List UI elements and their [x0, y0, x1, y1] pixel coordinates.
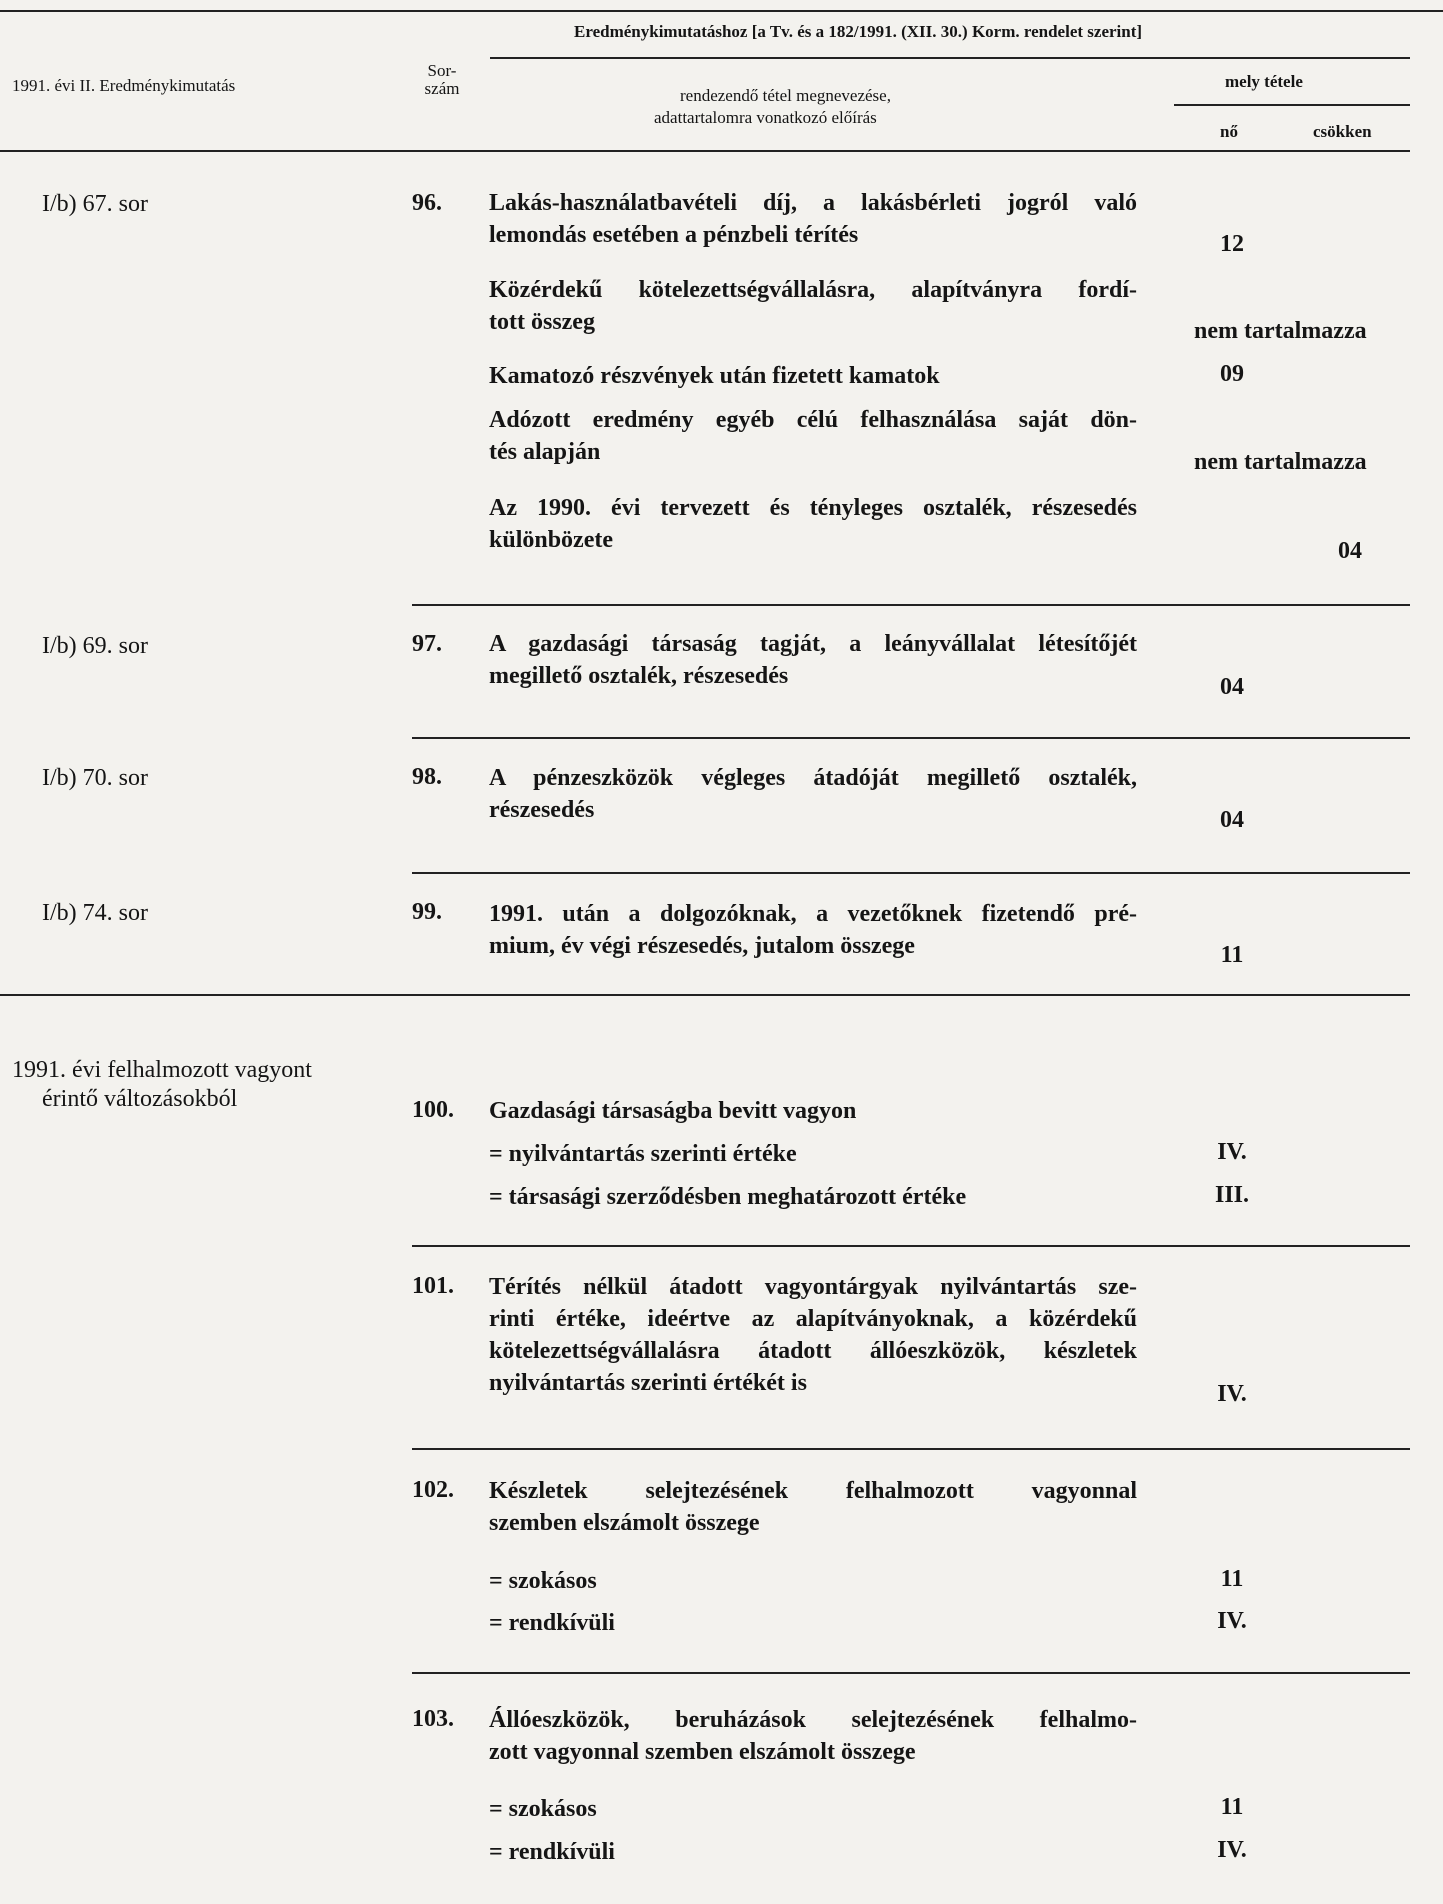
row-99-line2: mium, év végi részesedés, jutalom összege — [489, 933, 915, 959]
row-98-line2: részesedés — [489, 797, 595, 823]
row-101-code: IV. — [1217, 1381, 1247, 1407]
row-96-item-5-code: 04 — [1338, 538, 1362, 564]
row-98-line1: A pénzeszközök végleges átadóját megillető osztalék, — [489, 765, 1137, 791]
row-96-item-4-line2: tés alapján — [489, 439, 601, 465]
row-100-number: 100. — [412, 1097, 454, 1123]
row-96-item-3-code: 09 — [1220, 361, 1244, 387]
row-101-number: 101. — [412, 1273, 454, 1299]
row-96-ref: I/b) 67. sor — [42, 191, 148, 217]
row-101-line2: rinti értéke, ideértve az alapítványoknak, a közérdekű — [489, 1306, 1137, 1332]
row-96-item-5-line2: különbözete — [489, 527, 614, 553]
row-97-line2: megillető osztalék, részesedés — [489, 663, 789, 689]
row-101-line1: Térítés nélkül átadott vagyontárgyak nyilvántartás sze- — [489, 1274, 1137, 1300]
row-102-line1: Készletek selejtezésének felhalmozott vagyonnal — [489, 1478, 1137, 1504]
row-98-number: 98. — [412, 764, 442, 790]
row-103-sub-1: = szokásos — [489, 1796, 597, 1822]
row-100-sub-2-code: III. — [1214, 1182, 1250, 1208]
row-97-line1: A gazdasági társaság tagját, a leányvállalat létesítőjét — [489, 631, 1137, 657]
header-left-title: 1991. évi II. Eredménykimutatás — [12, 76, 236, 95]
row-99-code: 11 — [1220, 942, 1244, 968]
section-rule — [0, 994, 1410, 996]
row-101-line4: nyilvántartás szerinti értékét is — [489, 1370, 807, 1396]
header-no: nő — [1220, 122, 1238, 141]
row-103-line1: Állóeszközök, beruházások selejtezésének felhalmo- — [489, 1707, 1137, 1733]
header-sorszam: Sor- szám — [424, 61, 460, 98]
row-103-sub-2-code: IV. — [1217, 1837, 1247, 1863]
header-rule-2 — [1174, 104, 1410, 106]
header-mely-tetele: mely tétele — [1225, 72, 1303, 91]
row-96-item-3-line1: Kamatozó részvények után fizetett kamatok — [489, 363, 940, 389]
row-96-item-2-code: nem tartalmazza — [1194, 318, 1367, 344]
row-100-sub-2: = társasági szerződésben meghatározott értéke — [489, 1184, 967, 1210]
row-96-item-2-line1: Közérdekű kötelezettségvállalásra, alapítványra fordí- — [489, 277, 1137, 303]
row-100-sub-1: = nyilvántartás szerinti értéke — [489, 1141, 797, 1167]
row-96-item-1-line2: lemondás esetében a pénzbeli térítés — [489, 222, 859, 248]
row-96-item-5-line1: Az 1990. évi tervezett és tényleges osztalék, részesedés — [489, 495, 1137, 521]
row-96-item-1-code: 12 — [1220, 231, 1244, 257]
row-99-line1: 1991. után a dolgozóknak, a vezetőknek fizetendő pré- — [489, 901, 1137, 927]
row-96-item-1-line1: Lakás-használatbavételi díj, a lakásbérleti jogról való — [489, 190, 1137, 216]
row-102-number: 102. — [412, 1477, 454, 1503]
row-103-line2: zott vagyonnal szemben elszámolt összege — [489, 1739, 916, 1765]
row-99-ref: I/b) 74. sor — [42, 900, 148, 926]
rule-after-98 — [412, 872, 1410, 874]
header-rule-1 — [490, 57, 1410, 59]
row-100-sub-1-code: IV. — [1217, 1139, 1247, 1165]
rule-after-96 — [412, 604, 1410, 606]
row-99-number: 99. — [412, 899, 442, 925]
row-97-code: 04 — [1220, 674, 1244, 700]
rule-after-97 — [412, 737, 1410, 739]
row-97-ref: I/b) 69. sor — [42, 633, 148, 659]
row-98-ref: I/b) 70. sor — [42, 765, 148, 791]
row-103-number: 103. — [412, 1706, 454, 1732]
row-102-line2: szemben elszámolt összege — [489, 1510, 760, 1536]
header-item-desc-1: rendezendő tétel megnevezése, — [680, 86, 891, 105]
row-96-number: 96. — [412, 190, 442, 216]
rule-after-100 — [412, 1245, 1410, 1247]
rule-after-102 — [412, 1672, 1410, 1674]
header-item-desc-2: adattartalomra vonatkozó előírás — [654, 108, 877, 127]
section2-line1: 1991. évi felhalmozott vagyont — [12, 1057, 312, 1083]
rule-after-101 — [412, 1448, 1410, 1450]
row-102-sub-1-code: 11 — [1220, 1566, 1244, 1592]
header-csokken: csökken — [1313, 122, 1372, 141]
row-98-code: 04 — [1220, 807, 1244, 833]
row-100-title: Gazdasági társaságba bevitt vagyon — [489, 1098, 857, 1124]
row-97-number: 97. — [412, 631, 442, 657]
row-96-item-4-code: nem tartalmazza — [1194, 449, 1367, 475]
row-102-sub-2-code: IV. — [1217, 1608, 1247, 1634]
section2-line2: érintő változásokból — [42, 1086, 238, 1112]
top-rule — [0, 10, 1443, 12]
row-103-sub-1-code: 11 — [1220, 1794, 1244, 1820]
header-bottom-rule — [0, 150, 1410, 152]
row-102-sub-2: = rendkívüli — [489, 1610, 615, 1636]
row-96-item-4-line1: Adózott eredmény egyéb célú felhasználása saját dön- — [489, 407, 1137, 433]
row-103-sub-2: = rendkívüli — [489, 1839, 615, 1865]
row-101-line3: kötelezettségvállalásra átadott állóeszközök, készletek — [489, 1338, 1137, 1364]
row-102-sub-1: = szokásos — [489, 1568, 597, 1594]
row-96-item-2-line2: tott összeg — [489, 309, 595, 335]
header-top-title: Eredménykimutatáshoz [a Tv. és a 182/1991. (XII. 30.) Korm. rendelet szerint] — [574, 22, 1143, 41]
